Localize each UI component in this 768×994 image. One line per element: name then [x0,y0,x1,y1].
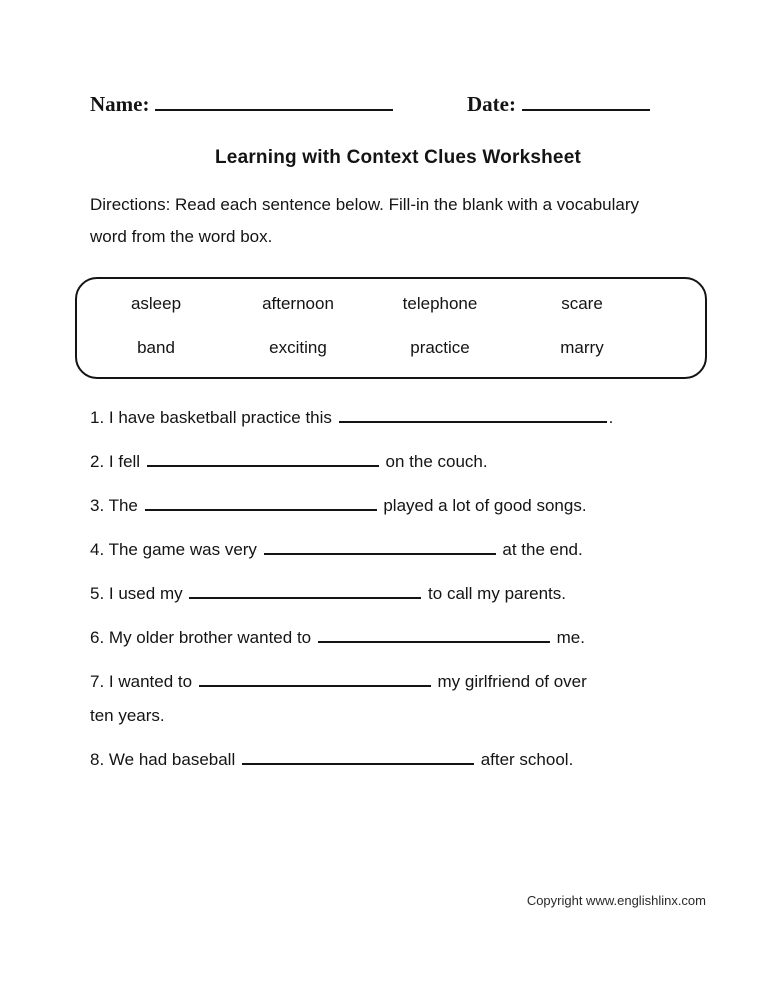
sentence-pre-text: I fell [108,452,145,471]
word-bank-item: band [137,338,175,357]
sentence-wrap-line: ten years. [90,706,165,725]
fill-in-blank[interactable] [242,750,474,765]
sentence-post-text: after school. [475,750,574,769]
name-field [90,92,393,117]
sentence-number: 8. [90,750,109,769]
fill-in-blank[interactable] [264,540,496,555]
fill-in-blank[interactable] [147,452,379,467]
page-title: Learning with Context Clues Worksheet [215,147,581,168]
sentence-post-text: played a lot of good songs. [378,496,587,515]
sentence-pre-text: My older brother wanted to [108,628,316,647]
sentence-post-text: my girlfriend of over [432,672,587,691]
name-label: Name: [90,92,150,116]
fill-in-blank[interactable] [189,584,421,599]
fill-in-blank[interactable] [145,496,377,511]
sentence-number: 5. [90,584,109,603]
sentence-post-text: . [608,408,614,427]
word-bank-item: marry [560,338,604,357]
date-label: Date: [467,92,516,116]
word-bank-item: practice [410,338,470,357]
sentence-list [90,407,706,771]
copyright-text: Copyright www.englishlinx.com [526,893,706,908]
sentence-post-text: at the end. [497,540,583,559]
sentence-number: 3. [90,496,109,515]
word-bank-item: exciting [269,338,327,357]
date-field [467,92,650,117]
word-bank-item: asleep [130,294,182,313]
sentence-item [90,495,706,517]
word-bank-item: scare [561,294,603,313]
sentence-item [90,671,706,727]
fill-in-blank[interactable] [199,672,431,687]
sentence-item [90,627,706,649]
word-box [75,277,707,379]
sentence-pre-text: I used my [108,584,188,603]
sentence-number: 4. [90,540,109,559]
sentence-item [90,407,706,429]
name-input-line[interactable] [155,95,393,111]
sentence-item [90,539,706,561]
sentence-pre-text: The [108,496,143,515]
sentence-number: 1. [90,408,109,427]
sentence-pre-text: We had baseball [108,750,240,769]
word-bank-item: telephone [402,294,478,313]
sentence-number: 6. [90,628,109,647]
sentence-post-text: to call my parents. [423,584,566,603]
word-box-row [85,293,653,315]
directions-text: Directions: Read each sentence below. Fill-in the blank with a vocabulary word from the word box. [90,195,640,246]
word-box-row [85,337,653,359]
date-input-line[interactable] [522,95,650,111]
sentence-pre-text: I wanted to [108,672,197,691]
fill-in-blank[interactable] [318,628,550,643]
sentence-item [90,451,706,473]
sentence-post-text: me. [551,628,585,647]
sentence-pre-text: I have basketball practice this [108,408,337,427]
fill-in-blank[interactable] [339,408,607,423]
sentence-pre-text: The game was very [108,540,262,559]
sentence-number: 7. [90,672,109,691]
word-bank-item: afternoon [262,294,334,313]
header [90,92,706,117]
sentence-post-text: on the couch. [380,452,488,471]
sentence-item [90,583,706,605]
sentence-number: 2. [90,452,109,471]
sentence-item [90,749,706,771]
